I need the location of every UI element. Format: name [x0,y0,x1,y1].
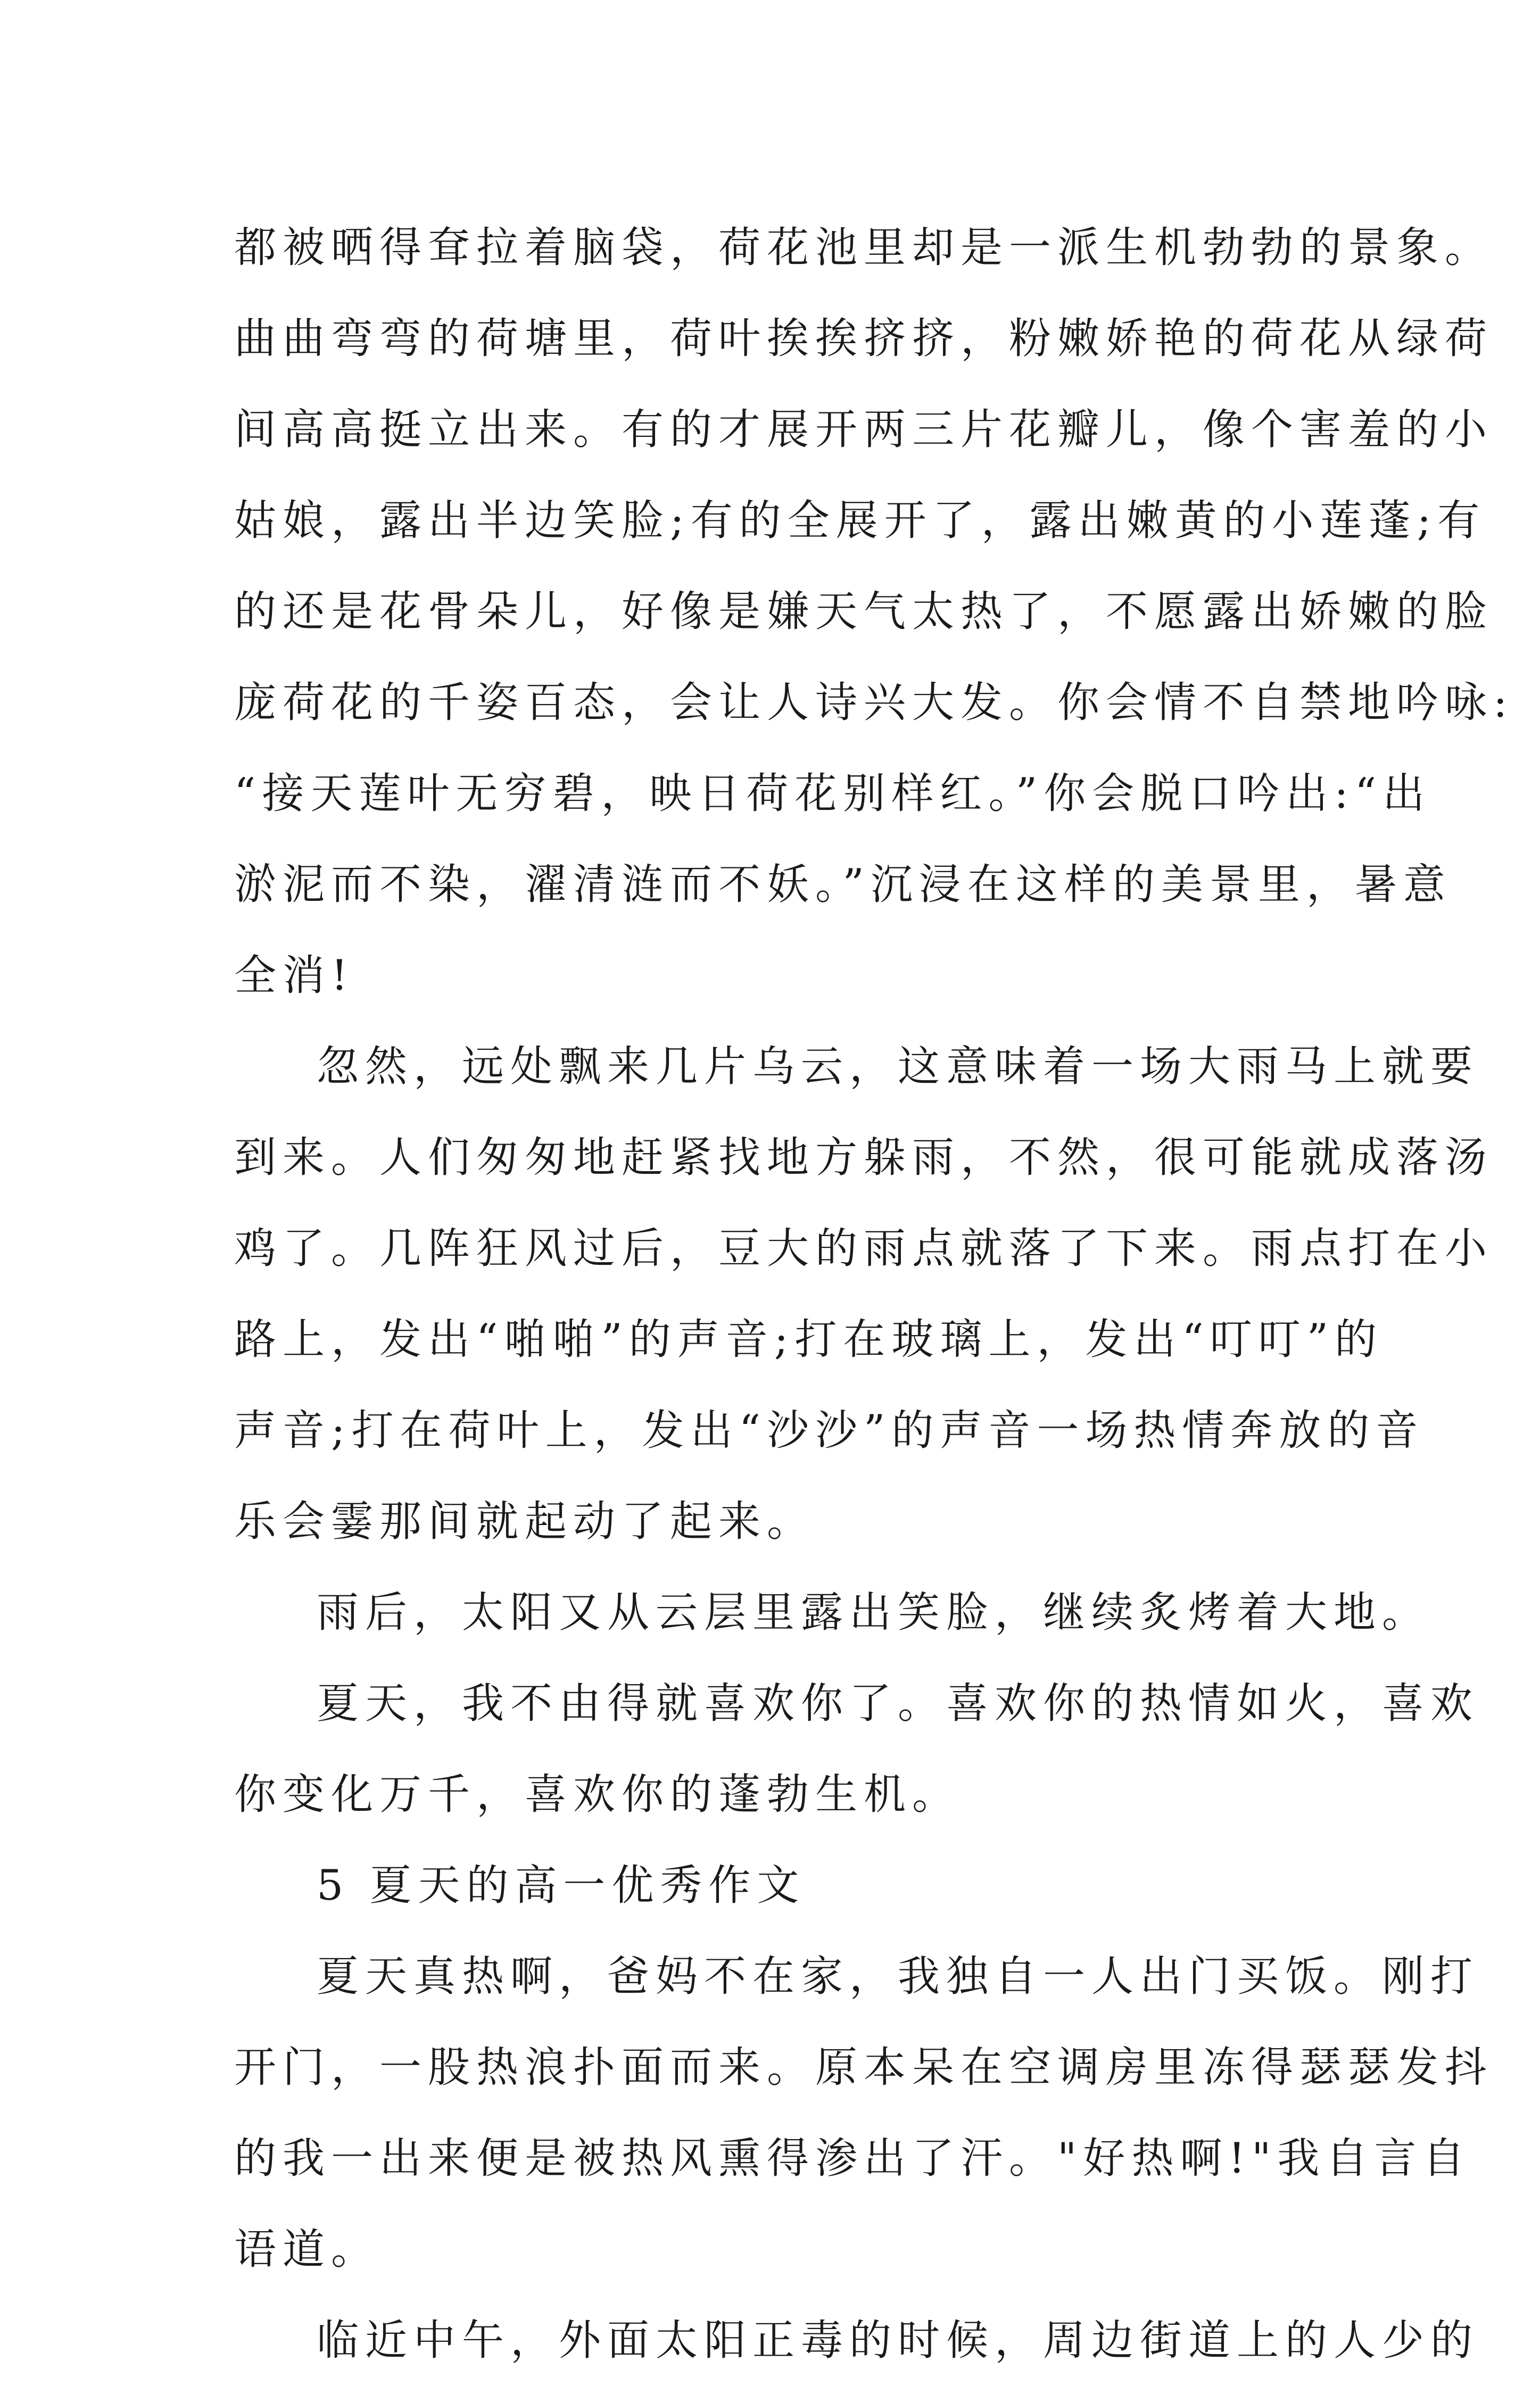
paragraph [234,202,1514,1021]
text-line: 庞荷花的千姿百态，会让人诗兴大发。你会情不自禁地吟咏: [234,678,1514,727]
text-line [234,2295,1479,2386]
line-text: 夏天真热啊，爸妈不在家，我独自一人出门买饭。刚打 [317,1952,1479,2001]
text-line: 乐会霎那间就起动了起来。 [234,1497,815,1546]
paragraph [234,1567,1430,1658]
section-heading [234,1840,1330,1931]
paragraph [234,1021,1493,1567]
text-line: 语道。 [234,2225,379,2274]
text-line: 路上，发出“啪啪”的声音;打在玻璃上，发出“叮叮”的 [234,1315,1384,1364]
text-line: 姑娘，露出半边笑脸;有的全展开了，露出嫩黄的小莲蓬;有 [234,496,1486,545]
text-line [234,1931,1479,2022]
heading-text: 5 夏天的高一优秀作文 [317,1861,806,1910]
text-line: 全消! [234,951,354,1000]
line-text: 临近中午，外面太阳正毒的时候，周边街道上的人少的 [317,2316,1479,2365]
paragraph [234,2295,1479,2386]
text-line: 曲曲弯弯的荷塘里，荷叶挨挨挤挤，粉嫩娇艳的荷花从绿荷 [234,314,1493,363]
text-line [234,1021,1479,1112]
text-line [234,1567,1430,1658]
paragraph [234,1658,1479,1840]
text-line: 都被晒得耷拉着脑袋，荷花池里却是一派生机勃勃的景象。 [234,223,1493,272]
line-text: 忽然，远处飘来几片乌云，这意味着一场大雨马上就要 [317,1042,1479,1091]
text-line: 间高高挺立出来。有的才展开两三片花瓣儿，像个害羞的小 [234,405,1493,454]
text-line: 你变化万千，喜欢你的蓬勃生机。 [234,1770,961,1819]
text-line: 到来。人们匆匆地赶紧找地方躲雨，不然，很可能就成落汤 [234,1133,1493,1182]
text-line: 声音;打在荷叶上，发出“沙沙”的声音一场热情奔放的音 [234,1406,1425,1455]
line-text: 夏天，我不由得就喜欢你了。喜欢你的热情如火，喜欢 [317,1679,1479,1728]
text-line: 开门，一股热浪扑面而来。原本呆在空调房里冻得瑟瑟发抖 [234,2043,1493,2092]
document-body [234,202,1514,2386]
text-line: 淤泥而不染，濯清涟而不妖。”沉浸在这样的美景里，暑意 [234,860,1452,909]
text-line: 的我一出来便是被热风熏得渗出了汗。"好热啊!"我自言自 [234,2134,1471,2183]
text-line: 鸡了。几阵狂风过后，豆大的雨点就落了下来。雨点打在小 [234,1224,1493,1273]
text-line: 的还是花骨朵儿，好像是嫌天气太热了，不愿露出娇嫩的脸 [234,587,1493,636]
text-line [234,1840,1330,1931]
text-line [234,1658,1479,1749]
text-line: “接天莲叶无穷碧，映日荷花别样红。”你会脱口吟出:“出 [234,769,1431,818]
paragraph [234,1931,1493,2295]
line-text: 雨后，太阳又从云层里露出笑脸，继续炙烤着大地。 [317,1588,1430,1637]
